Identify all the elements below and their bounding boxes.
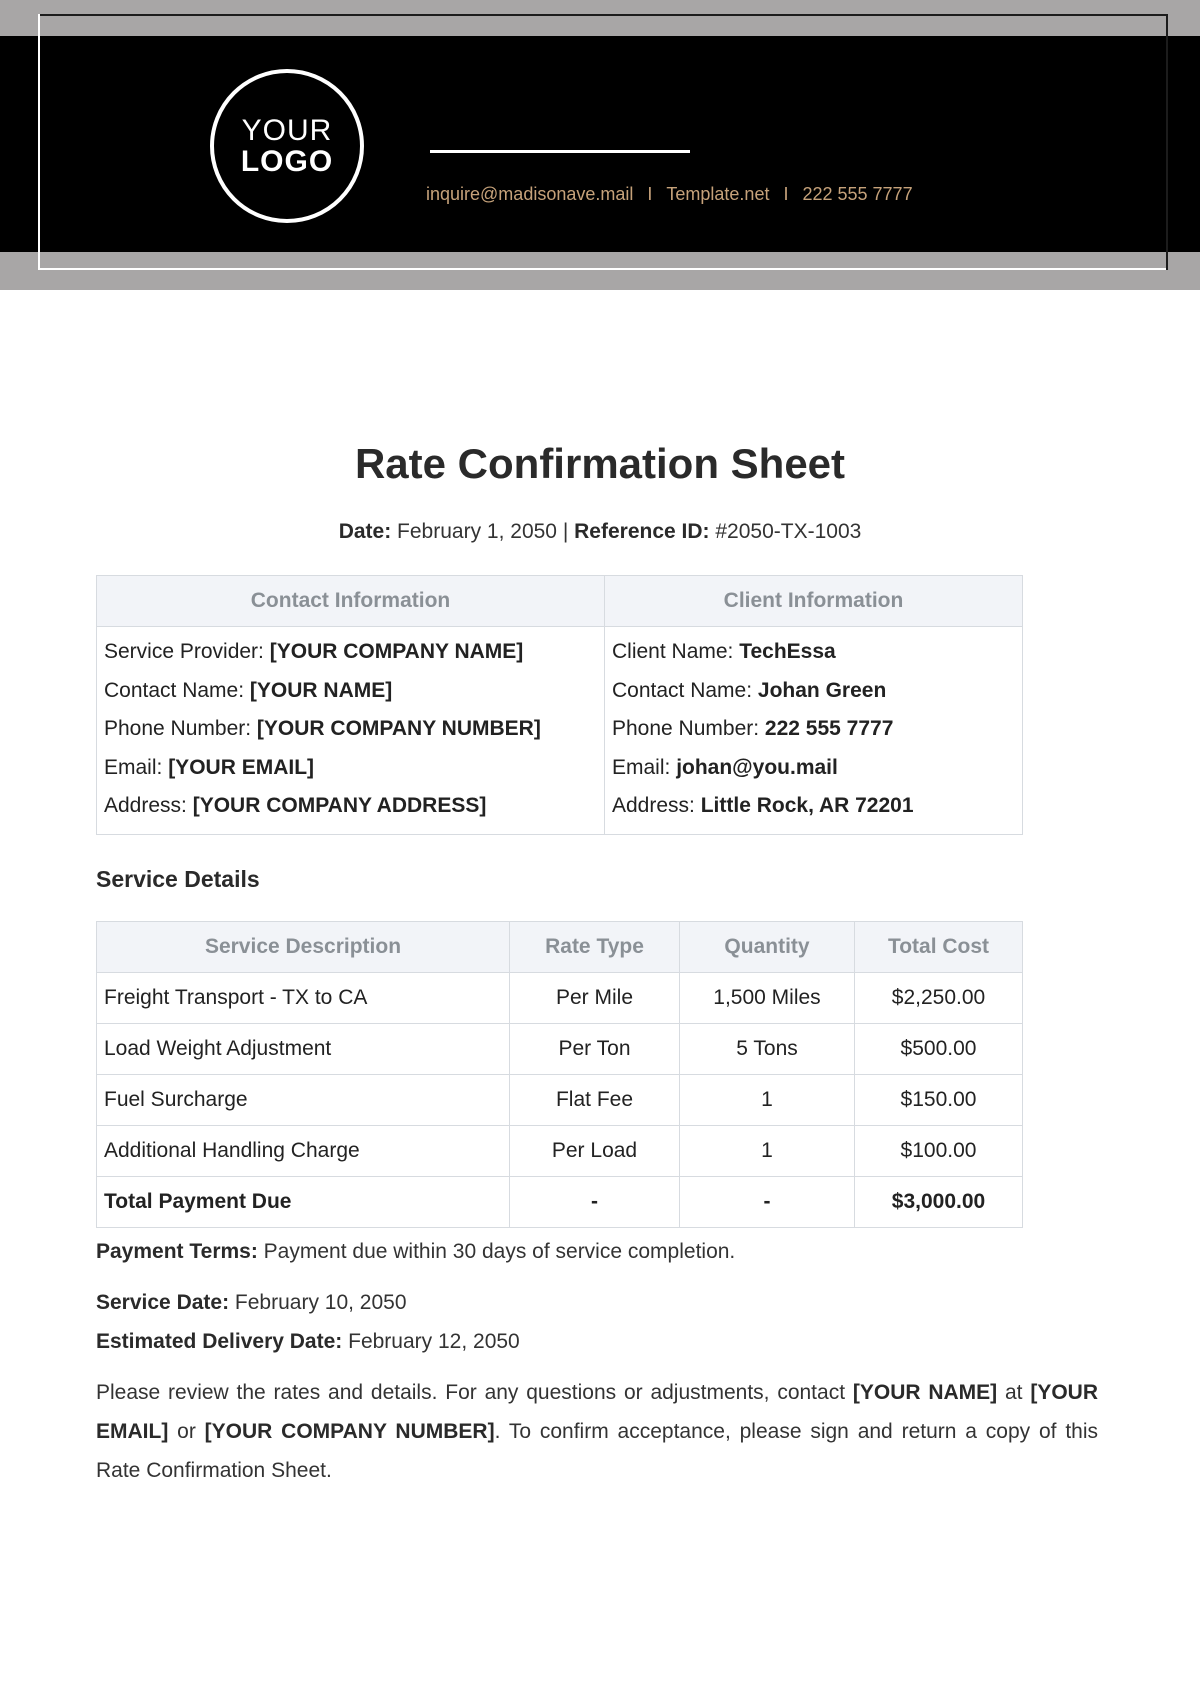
contact-info-header: Contact Information (97, 576, 605, 627)
client-row (612, 787, 1015, 826)
document-meta (0, 520, 1200, 544)
contact-value: [YOUR COMPANY ADDRESS] (192, 794, 487, 817)
total-row (97, 1177, 1023, 1228)
closing-text: or (168, 1420, 205, 1443)
frame-left (38, 14, 40, 270)
column-header: Service Description (97, 922, 510, 973)
column-header: Total Cost (855, 922, 1023, 973)
service-date (96, 1291, 407, 1315)
contact-value: [YOUR COMPANY NUMBER] (256, 717, 541, 740)
column-header: Quantity (680, 922, 855, 973)
closing-text: . To confirm acceptance, please sign and return a copy of this Rate Confirmation Sheet. (96, 1420, 1098, 1482)
contact-label: Contact Name: (104, 678, 250, 702)
rate-type: Per Load (510, 1126, 680, 1177)
service-details-heading: Service Details (96, 866, 260, 892)
client-value: Johan Green (757, 678, 887, 702)
table-row (97, 1075, 1023, 1126)
service-description: Freight Transport - TX to CA (97, 973, 510, 1024)
table-row (97, 1126, 1023, 1177)
contact-row (104, 633, 597, 672)
table-row (97, 973, 1023, 1024)
contact-row (104, 749, 597, 788)
contact-value: [YOUR COMPANY NAME] (269, 640, 524, 663)
header-rule (430, 150, 690, 153)
service-description: Fuel Surcharge (97, 1075, 510, 1126)
contact-row (104, 787, 597, 826)
service-description: Additional Handling Charge (97, 1126, 510, 1177)
header-separator: I (647, 184, 653, 204)
payment-terms (96, 1240, 735, 1264)
service-description: Load Weight Adjustment (97, 1024, 510, 1075)
client-info-cell (605, 627, 1023, 835)
client-label: Contact Name: (612, 678, 758, 702)
client-row (612, 672, 1015, 711)
logo (210, 69, 364, 223)
header-phone: 222 555 7777 (802, 184, 913, 204)
frame-right (1166, 14, 1168, 270)
service-date-value: February 10, 2050 (229, 1291, 407, 1314)
contact-label: Service Provider: (104, 640, 270, 663)
meta-divider: | (562, 520, 569, 543)
total-label: Total Payment Due (97, 1177, 510, 1228)
client-value: 222 555 7777 (764, 717, 894, 740)
client-label: Phone Number: (612, 717, 765, 740)
client-value: Little Rock, AR 72201 (700, 794, 914, 817)
closing-email: [YOUR EMAIL] (96, 1381, 1098, 1443)
contact-info-cell (97, 627, 605, 835)
quantity: 5 Tons (680, 1024, 855, 1075)
client-label: Address: (612, 794, 701, 817)
logo-text-bottom: LOGO (240, 145, 334, 178)
quantity: 1,500 Miles (680, 973, 855, 1024)
client-row (612, 710, 1015, 749)
total-rate-type: - (510, 1177, 680, 1228)
closing-text: at (997, 1381, 1031, 1404)
client-row (612, 633, 1015, 672)
header-email[interactable]: inquire@madisonave.mail (426, 184, 634, 204)
total-cost: $150.00 (855, 1075, 1023, 1126)
reference-value: #2050-TX-1003 (715, 520, 862, 543)
client-label: Client Name: (612, 640, 740, 663)
client-row (612, 749, 1015, 788)
closing-paragraph (96, 1373, 1098, 1490)
page-title: Rate Confirmation Sheet (354, 440, 846, 487)
header-banner (0, 0, 1200, 290)
delivery-date-label: Estimated Delivery Date: (96, 1330, 343, 1353)
client-label: Email: (612, 755, 677, 779)
logo-text-top: YOUR (241, 113, 333, 147)
payment-terms-label: Payment Terms: (96, 1240, 258, 1263)
rate-type: Per Mile (510, 973, 680, 1024)
client-value: johan@you.mail (676, 755, 838, 779)
frame-top (38, 14, 1168, 16)
contact-label: Phone Number: (104, 717, 257, 740)
total-cost: $2,250.00 (855, 973, 1023, 1024)
closing-text: Please review the rates and details. For any questions or adjustments, contact (96, 1381, 853, 1404)
frame-bottom (38, 268, 1168, 270)
quantity: 1 (680, 1075, 855, 1126)
column-header: Rate Type (510, 922, 680, 973)
contact-value: [YOUR EMAIL] (168, 755, 315, 779)
header-contact-line (426, 184, 913, 205)
date-value: February 1, 2050 (397, 520, 557, 543)
contact-label: Address: (104, 794, 193, 817)
total-cost: $500.00 (855, 1024, 1023, 1075)
payment-terms-value: Payment due within 30 days of service completion. (257, 1240, 736, 1263)
service-date-label: Service Date: (96, 1291, 230, 1314)
info-table (96, 575, 1023, 835)
date-label: Date: (338, 520, 392, 543)
table-row (97, 1024, 1023, 1075)
total-cost: $100.00 (855, 1126, 1023, 1177)
closing-number: [YOUR COMPANY NUMBER] (204, 1420, 495, 1443)
contact-row (104, 710, 597, 749)
reference-label: Reference ID: (574, 520, 710, 543)
contact-row (104, 672, 597, 711)
quantity: 1 (680, 1126, 855, 1177)
service-table (96, 921, 1023, 1228)
rate-type: Flat Fee (510, 1075, 680, 1126)
client-value: TechEssa (739, 640, 836, 663)
delivery-date (96, 1330, 520, 1354)
header-separator: I (783, 184, 789, 204)
total-quantity: - (680, 1177, 855, 1228)
contact-label: Email: (104, 755, 169, 779)
closing-name: [YOUR NAME] (852, 1381, 998, 1404)
header-website[interactable]: Template.net (666, 184, 770, 204)
total-amount: $3,000.00 (855, 1177, 1023, 1228)
header-band (0, 36, 1200, 252)
delivery-date-value: February 12, 2050 (342, 1330, 520, 1353)
contact-value: [YOUR NAME] (249, 678, 393, 702)
rate-type: Per Ton (510, 1024, 680, 1075)
client-info-header: Client Information (605, 576, 1023, 627)
